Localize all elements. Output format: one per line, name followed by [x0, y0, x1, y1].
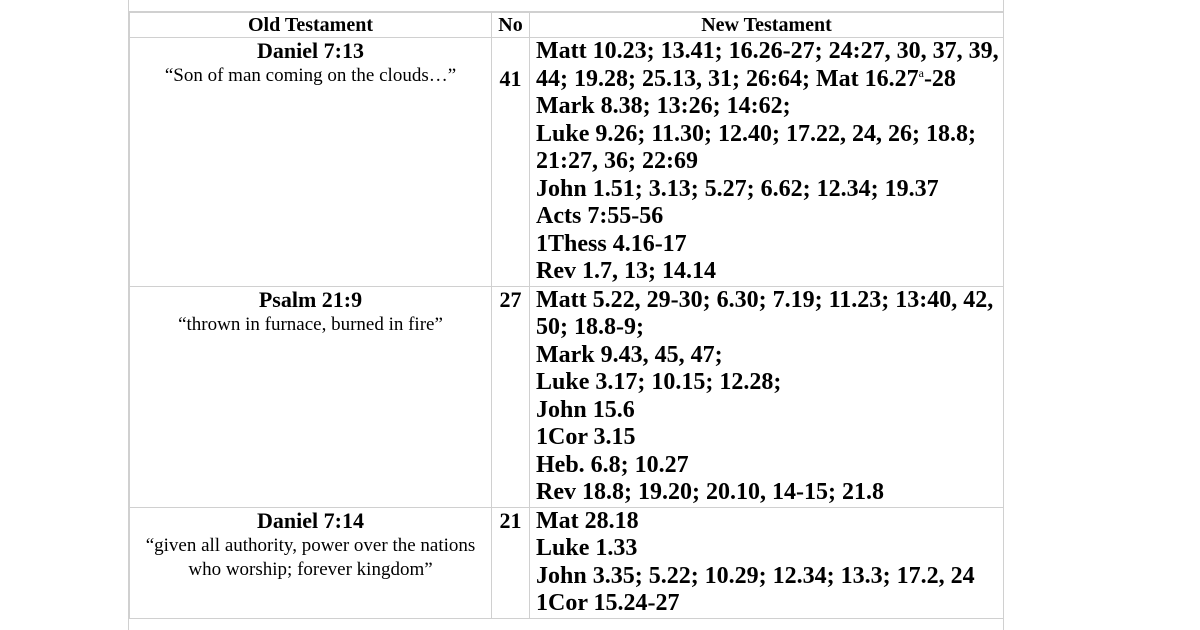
ot-reference: Daniel 7:14: [257, 507, 364, 533]
ot-reference: Psalm 21:9: [258, 286, 363, 312]
ot-cell: [130, 507, 492, 618]
nt-line: Luke 9.26; 11.30; 12.40; 17.22, 24, 26; 18.8; 21:27, 36; 22:69: [536, 120, 976, 174]
nt-matthew: Matt 10.23; 13.41; 16.26-27; 24:27, 30, 37, 39, 44; 19.28; 25.13, 31; 26:64; Mat 16.27: [536, 38, 999, 92]
nt-line: 1Thess 4.16-17: [536, 230, 687, 257]
nt-line: 1Cor 3.15: [536, 424, 636, 450]
document-page: [128, 0, 1004, 630]
footnote-marker: a: [918, 65, 924, 80]
nt-line: [536, 38, 1003, 93]
nt-line: John 1.51; 3.13; 5.27; 6.62; 12.34; 19.37: [536, 175, 939, 202]
table-row: [130, 286, 1004, 507]
table-header-row: [130, 13, 1004, 38]
reference-count: 41: [492, 38, 530, 287]
header-no: No: [492, 13, 530, 38]
table-row: [130, 507, 1004, 618]
ot-quote: “given all authority, power over the nations who worship; forever kingdom”: [145, 534, 476, 580]
nt-line: Luke 3.17; 10.15; 12.28;: [536, 369, 782, 395]
nt-line: John 3.35; 5.22; 10.29; 12.34; 13.3; 17.2, 24: [536, 562, 975, 589]
nt-line: Acts 7:55-56: [536, 203, 664, 229]
table-row: [130, 38, 1004, 287]
nt-line: Luke 1.33: [536, 535, 638, 561]
reference-count: 27: [492, 286, 530, 507]
nt-cell: [530, 38, 1004, 287]
nt-line: Mat 28.18: [536, 507, 639, 534]
nt-line: Rev 1.7, 13; 14.14: [536, 258, 716, 284]
nt-matthew-tail: -28: [923, 65, 956, 92]
nt-cell: [530, 286, 1004, 507]
nt-line: 1Cor 15.24-27: [536, 590, 680, 616]
ot-cell: [130, 38, 492, 287]
ot-reference: Daniel 7:13: [257, 38, 364, 63]
nt-line: Heb. 6.8; 10.27: [536, 451, 689, 478]
ot-cell: [130, 286, 492, 507]
prophecy-table: [129, 12, 1004, 619]
nt-cell: [530, 507, 1004, 618]
nt-line: John 15.6: [536, 396, 635, 423]
nt-line: Mark 8.38; 13:26; 14:62;: [536, 93, 791, 119]
ot-quote: “thrown in furnace, burned in fire”: [178, 313, 443, 335]
ot-quote: “Son of man coming on the clouds…”: [164, 65, 457, 86]
header-new-testament: New Testament: [530, 13, 1004, 38]
nt-line: Matt 5.22, 29-30; 6.30; 7.19; 11.23; 13:40, 42, 50; 18.8-9;: [536, 286, 994, 340]
header-old-testament: Old Testament: [130, 13, 492, 38]
reference-count: 21: [492, 507, 530, 618]
nt-line: Mark 9.43, 45, 47;: [536, 341, 723, 368]
nt-line: Rev 18.8; 19.20; 20.10, 14-15; 21.8: [536, 479, 884, 505]
